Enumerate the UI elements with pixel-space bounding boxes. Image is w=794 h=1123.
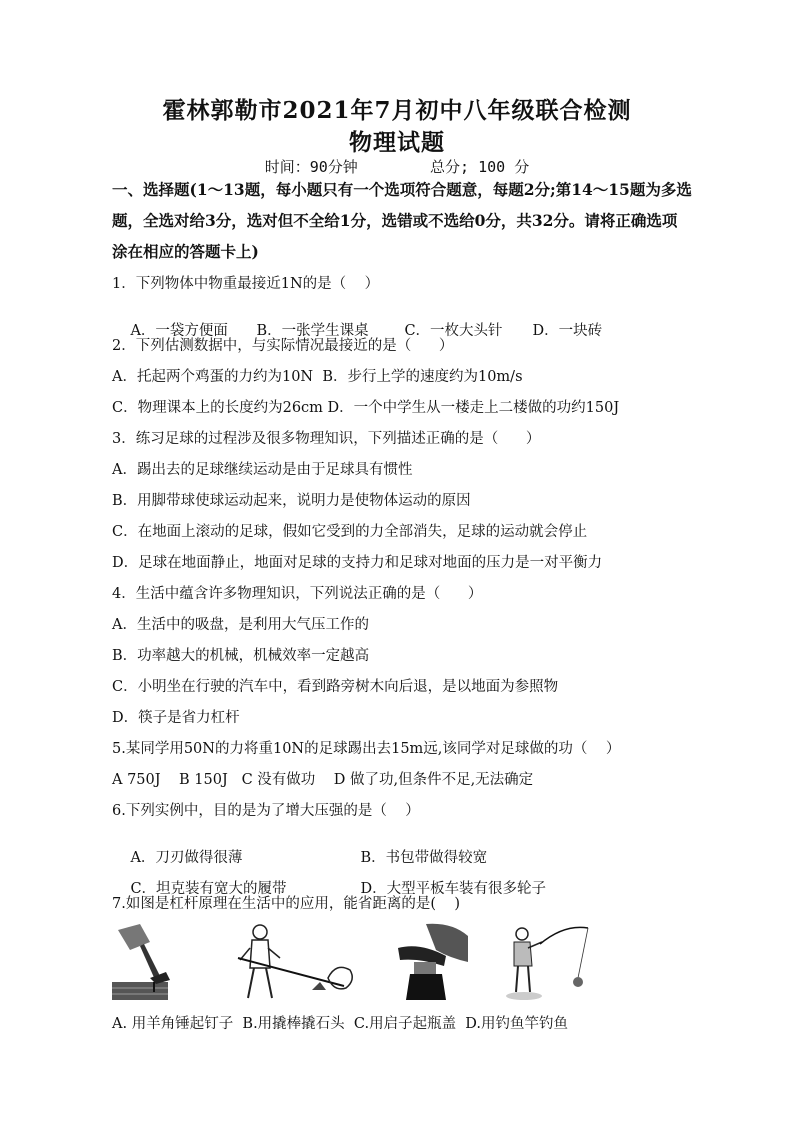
q4-option-c: C．小明坐在行驶的汽车中，看到路旁树木向后退，是以地面为参照物 [112, 679, 559, 695]
q7-options: A. 用羊角锤起钉子 B.用撬棒撬石头 C.用启子起瓶盖 D.用钓鱼竿钓鱼 [112, 1016, 569, 1032]
q1-option-a: A．一袋方便面 [130, 323, 228, 339]
q6-option-d: D．大型平板车装有很多轮子 [360, 881, 547, 897]
bottle-opener-icon [390, 922, 470, 1002]
q3-option-b: B．用脚带球使球运动起来，说明力是使物体运动的原因 [112, 493, 471, 509]
q1-option-c: C．一枚大头针 [404, 323, 503, 339]
question-2-stem: 2．下列估测数据中，与实际情况最接近的是（ ） [112, 338, 454, 354]
question-7-stem: 7.如图是杠杆原理在生活中的应用，能省距离的是( ) [112, 896, 461, 912]
q6-option-c: C．坦克装有宽大的履带 [130, 881, 287, 897]
q3-option-d: D．足球在地面静止，地面对足球的支持力和足球对地面的压力是一对平衡力 [112, 555, 603, 571]
question-1-stem: 1．下列物体中物重最接近1N的是（ ） [112, 276, 380, 292]
q4-option-b: B．功率越大的机械，机械效率一定越高 [112, 648, 370, 664]
q5-options: A 750J B 150J C 没有做功 D 做了功,但条件不足,无法确定 [112, 772, 534, 788]
fishing-man-icon [502, 922, 592, 1002]
q1-option-d: D．一块砖 [532, 323, 603, 339]
question-4-stem: 4．生活中蕴含许多物理知识，下列说法正确的是（ ） [112, 586, 483, 602]
q4-option-a: A．生活中的吸盘，是利用大气压工作的 [112, 617, 369, 633]
section-heading: 一、选择题(1～13题，每小题只有一个选项符合题意，每题2分;第14～15题为多选题，全选对给3分，选对但不全给1分，选错或不选给0分，共32分。请将正确选项涂在相应的答题卡上) [112, 180, 692, 261]
exam-title: 霍林郭勒市2021年7月初中八年级联合检测 [162, 97, 632, 124]
exam-subtitle: 物理试题 [349, 129, 445, 156]
crowbar-worker-icon [228, 922, 358, 1002]
question-7-figures [110, 922, 630, 1006]
q2-options-cd: C．物理课本上的长度约为26cm D．一个中学生从一楼走上二楼做的功约150J [112, 400, 620, 416]
q4-option-d: D．筷子是省力杠杆 [112, 710, 240, 726]
question-3-stem: 3．练习足球的过程涉及很多物理知识，下列描述正确的是（ ） [112, 431, 541, 447]
q3-option-c: C．在地面上滚动的足球，假如它受到的力全部消失，足球的运动就会停止 [112, 524, 588, 540]
q6-option-a: A．刀刃做得很薄 [130, 850, 243, 866]
q2-options-ab: A．托起两个鸡蛋的力约为10N B．步行上学的速度约为10m/s [112, 369, 523, 385]
exam-meta: 时间：90分钟 总分; 100 分 [264, 158, 530, 176]
q3-option-a: A．踢出去的足球继续运动是由于足球具有惯性 [112, 462, 413, 478]
q1-option-b: B．一张学生课桌 [256, 323, 369, 339]
q6-option-b: B．书包带做得较宽 [360, 850, 488, 866]
question-6-stem: 6.下列实例中，目的是为了增大压强的是（ ） [112, 803, 420, 819]
question-5-stem: 5.某同学用50N的力将重10N的足球踢出去15m远,该同学对足球做的功（ ） [112, 741, 621, 757]
hammer-icon [110, 922, 172, 1002]
